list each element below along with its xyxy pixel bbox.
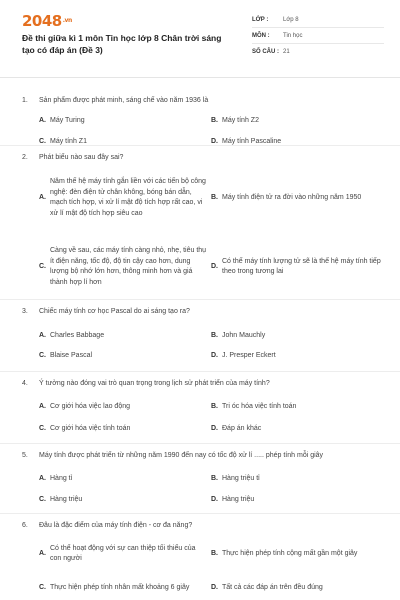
question-text: Sản phẩm được phát minh, sáng chế vào năm 1936 là [39,97,209,104]
option-b[interactable] [211,116,381,127]
question-stem [22,379,384,389]
divider [0,145,400,146]
option-a[interactable] [39,116,199,127]
option-text: Cơ giới hóa việc lao động [50,403,131,410]
question-text: Chiếc máy tính cơ học Pascal do ai sáng tạo ra? [39,308,190,315]
question-number: 2. [22,154,28,161]
question-1 [22,96,384,146]
option-text: Charles Babbage [50,332,105,339]
option-letter: B. [211,475,218,482]
option-letter: A. [39,117,46,124]
option-text: John Mauchly [222,332,266,339]
question-5 [22,451,384,509]
option-text: Tri óc hóa việc tính toán [222,403,297,410]
info-value: Lớp 8 [283,16,299,23]
option-b[interactable] [211,402,381,413]
option-letter: C. [39,352,46,359]
info-row-count [252,44,384,60]
question-number: 5. [22,452,28,459]
option-text: Đáp án khác [222,425,262,432]
option-d[interactable] [211,577,381,599]
option-letter: D. [211,583,218,591]
option-c[interactable] [39,495,199,506]
info-value: Tin học [283,32,303,39]
question-text: Ý tưởng nào đóng vai trò quan trọng trong lịch sử phát triển của máy tính? [39,380,270,387]
option-letter: A. [39,549,46,557]
option-letter: A. [39,403,46,410]
option-text: J. Presper Eckert [222,352,276,359]
question-stem [22,451,384,461]
info-key: MÔN : [252,32,270,39]
info-row-class [252,12,384,28]
logo-text: 2048 [22,12,62,30]
info-key: SỐ CÂU : [252,49,279,55]
question-number: 6. [22,522,28,529]
option-text: Blaise Pascal [50,352,93,359]
option-text: Máy tính Z1 [50,138,87,145]
option-a[interactable] [39,171,207,225]
option-a[interactable] [39,474,199,485]
option-letter: B. [211,332,218,339]
question-text: Phát biểu nào sau đây sai? [39,154,124,161]
option-a[interactable] [39,402,199,413]
question-number: 1. [22,97,28,104]
option-letter: A. [39,332,46,339]
option-text: Tất cả các đáp án trên đều đúng [222,583,323,591]
option-letter: B. [211,117,218,124]
option-letter: C. [39,583,46,591]
option-letter: D. [211,262,218,270]
option-text: Có thể hoạt động với sự can thiệp tối thiểu của con người [50,544,196,562]
option-letter: A. [39,193,46,201]
option-text: Hàng triệu [222,496,255,503]
option-text: Thực hiện phép tính nhân mất khoảng 6 giây [50,583,190,591]
option-text: Có thế máy tính lượng tử sẽ là thế hệ máy tính tiếp theo trong tương lai [222,257,381,275]
option-letter: C. [39,496,46,503]
divider [0,513,400,514]
question-6 [22,521,384,600]
question-number: 4. [22,380,28,387]
question-number: 3. [22,308,28,315]
option-c[interactable] [39,577,207,599]
divider [0,443,400,444]
option-text: Thực hiện phép tính cộng mất gần một giây [222,549,358,557]
option-text: Hàng triệu tỉ [222,475,260,482]
divider [0,299,400,300]
option-a[interactable] [39,543,207,565]
option-letter: A. [39,475,46,482]
option-text: Càng về sau, các máy tính càng nhỏ, nhẹ, tiêu thụ ít điện năng, tốc độ, độ tin cậy cao hơn, dung lượng bộ nhớ lớn hơn, thông minh hơn và giá thành hợp lí hơn [50,247,207,286]
divider [0,371,400,372]
option-text: Năm thế hệ máy tính gắn liền với các tiến bộ công nghệ: đèn điện tử chân không, bóng bán dẫn, mạch tích hợp, vi xử lí mật độ tích hợp rất cao, vi xử lí mật độ tích hợp siêu cao [50,178,206,217]
option-d[interactable] [211,351,381,362]
info-row-subject [252,28,384,44]
site-logo[interactable] [22,12,72,30]
option-text: Cơ giới hóa việc tính toán [50,425,131,432]
info-value: 21 [283,49,290,55]
document-header [0,0,400,78]
option-letter: C. [39,138,46,145]
option-text: Máy tính Z2 [222,117,259,124]
option-text: Máy Turing [50,117,85,124]
exam-info-panel [252,12,384,60]
option-d[interactable] [211,424,381,435]
info-key: LỚP : [252,16,269,23]
question-stem [22,307,384,317]
option-text: Hàng tỉ [50,475,73,482]
option-letter: B. [211,549,218,557]
option-text: Máy tính điện tử ra đời vào những năm 1950 [222,193,362,201]
option-letter: C. [39,425,46,432]
option-b[interactable] [211,474,381,485]
question-stem [22,521,384,531]
question-stem [22,153,384,163]
option-b[interactable] [211,543,381,565]
option-letter: D. [211,496,218,503]
question-4 [22,379,384,439]
option-c[interactable] [39,351,199,362]
logo-suffix: .vn [62,17,72,24]
question-text: Máy tính được phát triển từ những năm 1990 đến nay có tốc độ xử lí ..... phép tính mỗi giây [39,452,324,459]
option-d[interactable] [211,240,381,294]
option-letter: D. [211,352,218,359]
option-letter: C. [39,262,46,270]
page-title: Đề thi giữa kì 1 môn Tin học lớp 8 Chân trời sáng tạo có đáp án (Đề 3) [22,33,222,55]
question-2 [22,153,384,297]
option-text: Hàng triệu [50,496,83,503]
option-letter: D. [211,138,218,145]
question-stem [22,96,384,106]
option-b[interactable] [211,331,381,342]
option-c[interactable] [39,240,207,294]
option-c[interactable] [39,424,199,435]
option-text: Máy tính Pascaline [222,138,282,145]
question-text: Đâu là đặc điểm của máy tính điện - cơ đa năng? [39,522,193,529]
option-letter: B. [211,193,218,201]
question-3 [22,307,384,367]
option-letter: D. [211,425,218,432]
option-a[interactable] [39,331,199,342]
option-b[interactable] [211,171,381,225]
option-d[interactable] [211,495,381,506]
option-letter: B. [211,403,218,410]
